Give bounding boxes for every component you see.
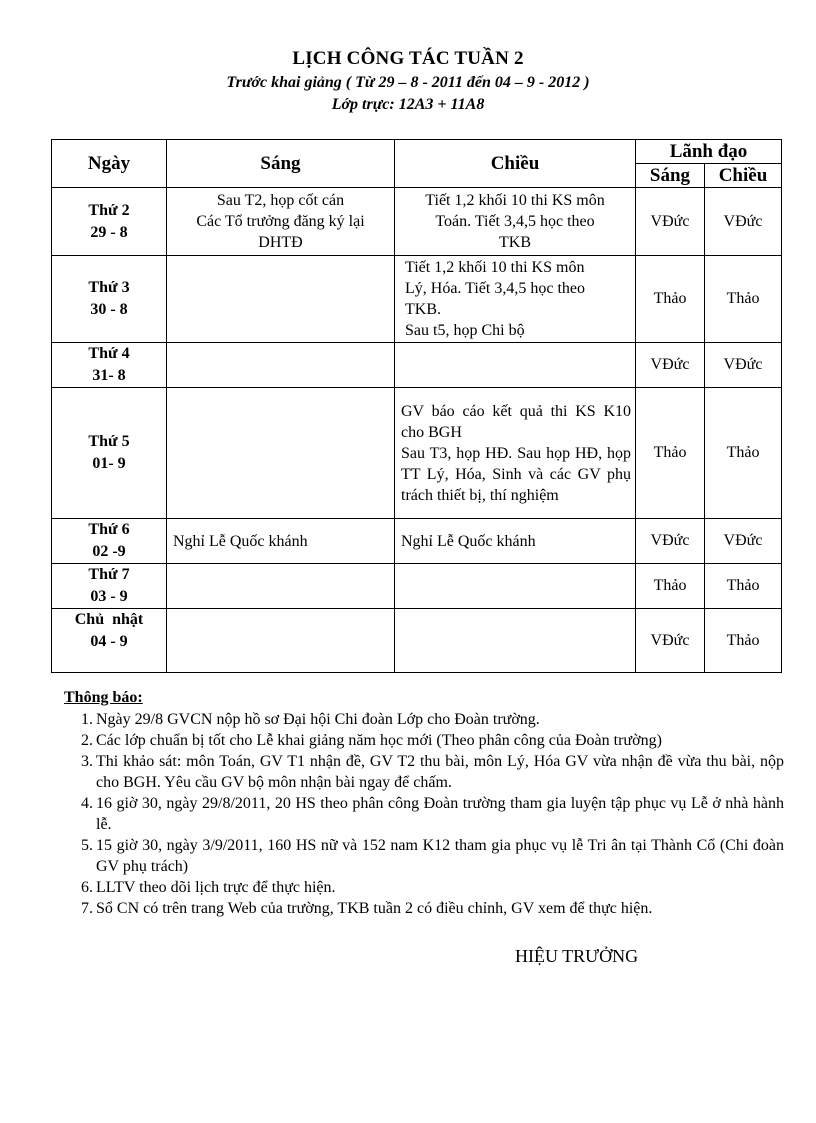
notice-text: Sổ CN có trên trang Web của trường, TKB tuần 2 có điều chỉnh, GV xem để thực hiện. [96, 900, 653, 917]
morning-line: Sau T2, họp cốt cán [216, 192, 345, 209]
duty-class: Lớp trực: 12A3 + 11A8 [331, 96, 485, 113]
header-morning: Sáng [167, 140, 395, 188]
morning-cell [167, 256, 395, 343]
day-name: Thứ 2 [88, 201, 130, 219]
day-name: Chủ nhật [74, 611, 144, 628]
notice-num: 4. [81, 795, 93, 812]
notice-item [64, 709, 784, 730]
leader-afternoon-cell: VĐức [705, 188, 782, 256]
afternoon-cell [395, 564, 636, 609]
afternoon-cell [395, 388, 636, 519]
leader-morning-cell: Thảo [636, 388, 705, 519]
afternoon-line: Sau t5, họp Chi bộ [405, 322, 525, 339]
afternoon-line: Sau T3, họp HĐ. Sau họp HĐ, họp TT Lý, Hóa, Sinh và các GV phụ trách thiết bị, thí nghiệm [401, 444, 631, 504]
morning-cell [167, 609, 395, 673]
day-name: Thứ 6 [88, 521, 130, 538]
notice-section [64, 689, 784, 919]
morning-cell [167, 519, 395, 564]
table-row [52, 188, 782, 256]
morning-cell [167, 388, 395, 519]
afternoon-line: TKB. [405, 301, 441, 318]
notice-text: LLTV theo dõi lịch trực để thực hiện. [96, 879, 336, 896]
header-afternoon: Chiều [395, 140, 636, 188]
day-date: 03 - 9 [90, 588, 128, 605]
notice-item [64, 835, 784, 877]
morning-cell [167, 343, 395, 388]
table-row [52, 564, 782, 609]
day-date: 01- 9 [92, 455, 126, 472]
leader-morning-cell: Thảo [636, 256, 705, 343]
leader-afternoon-cell: Thảo [705, 564, 782, 609]
day-name: Thứ 5 [88, 433, 130, 450]
afternoon-cell [395, 519, 636, 564]
day-cell [52, 564, 167, 609]
afternoon-line: GV báo cáo kết quả thi KS K10 cho BGH [401, 402, 631, 441]
morning-line: Nghỉ Lễ Quốc khánh [173, 532, 308, 550]
leader-afternoon-cell: Thảo [705, 388, 782, 519]
morning-line: DHTĐ [258, 234, 303, 251]
signature-title: HIỆU TRƯỞNG [515, 946, 639, 966]
notice-text: 16 giờ 30, ngày 29/8/2011, 20 HS theo phân công Đoàn trường tham gia luyện tập phục vụ Lễ ở nhà hành lễ. [96, 795, 784, 833]
notice-item [64, 751, 784, 793]
notice-text: Các lớp chuẩn bị tốt cho Lễ khai giảng năm học mới (Theo phân công của Đoàn trường) [96, 732, 662, 749]
schedule-table [51, 139, 782, 673]
page-title: LỊCH CÔNG TÁC TUẦN 2 [292, 48, 524, 69]
day-name: Thứ 7 [88, 566, 130, 583]
morning-cell [167, 188, 395, 256]
day-cell [52, 343, 167, 388]
morning-cell [167, 564, 395, 609]
notice-num: 3. [81, 753, 93, 770]
notice-text: Thi khảo sát: môn Toán, GV T1 nhận đề, GV T2 thu bài, môn Lý, Hóa GV vừa nhận đề vừa thu bài, nộp cho BGH. Yêu cầu GV bộ môn nhận bài ngay để chấm. [96, 753, 784, 791]
leader-afternoon-cell: VĐức [705, 343, 782, 388]
header-leader: Lãnh đạo [636, 140, 782, 164]
notice-text: 15 giờ 30, ngày 3/9/2011, 160 HS nữ và 152 nam K12 tham gia phục vụ lễ Tri ân tại Thành Cổ (Chi đoàn GV phụ trách) [96, 837, 784, 875]
day-cell [52, 188, 167, 256]
leader-afternoon-cell: Thảo [705, 609, 782, 673]
notice-list [64, 709, 784, 919]
leader-morning-cell: VĐức [636, 343, 705, 388]
day-cell [52, 519, 167, 564]
header-day: Ngày [52, 140, 167, 188]
day-cell [52, 256, 167, 343]
morning-line: Các Tổ trưởng đăng ký lại [196, 213, 365, 230]
day-name: Thứ 3 [88, 279, 130, 296]
afternoon-cell [395, 256, 636, 343]
leader-morning-cell: VĐức [636, 609, 705, 673]
day-cell [52, 388, 167, 519]
afternoon-cell [395, 343, 636, 388]
afternoon-line: Tiết 1,2 khối 10 thi KS môn [425, 192, 605, 209]
afternoon-line: Lý, Hóa. Tiết 3,4,5 học theo [405, 280, 585, 297]
table-row [52, 388, 782, 519]
afternoon-cell [395, 188, 636, 256]
page-subtitle: Trước khai giảng ( Từ 29 – 8 - 2011 đến 04 – 9 - 2012 ) [226, 74, 590, 91]
leader-afternoon-cell: Thảo [705, 256, 782, 343]
notice-item [64, 793, 784, 835]
header-leader-afternoon: Chiều [705, 164, 782, 188]
notice-item [64, 730, 784, 751]
day-cell [52, 609, 167, 673]
leader-morning-cell: Thảo [636, 564, 705, 609]
leader-morning-cell: VĐức [636, 188, 705, 256]
afternoon-line: Nghỉ Lễ Quốc khánh [401, 532, 536, 550]
day-date: 02 -9 [92, 543, 126, 560]
notice-num: 2. [81, 732, 93, 749]
table-row [52, 256, 782, 343]
day-date: 31- 8 [92, 367, 126, 384]
table-row [52, 609, 782, 673]
leader-morning-cell: VĐức [636, 519, 705, 564]
notice-num: 7. [81, 900, 93, 917]
notice-text: Ngày 29/8 GVCN nộp hồ sơ Đại hội Chi đoàn Lớp cho Đoàn trường. [96, 711, 540, 728]
day-date: 29 - 8 [90, 223, 128, 241]
leader-afternoon-cell: VĐức [705, 519, 782, 564]
day-date: 04 - 9 [90, 633, 128, 650]
notice-item [64, 877, 784, 898]
header-leader-morning: Sáng [636, 164, 705, 188]
table-row [52, 343, 782, 388]
table-row [52, 519, 782, 564]
afternoon-line: Tiết 1,2 khối 10 thi KS môn [405, 259, 585, 276]
notice-title: Thông báo: [64, 689, 143, 706]
afternoon-line: TKB [499, 234, 531, 251]
notice-num: 5. [81, 837, 93, 854]
notice-num: 6. [81, 879, 93, 896]
notice-num: 1. [81, 711, 93, 728]
day-date: 30 - 8 [90, 301, 128, 318]
afternoon-cell [395, 609, 636, 673]
day-name: Thứ 4 [88, 345, 130, 362]
notice-item [64, 898, 784, 919]
afternoon-line: Toán. Tiết 3,4,5 học theo [435, 213, 595, 230]
